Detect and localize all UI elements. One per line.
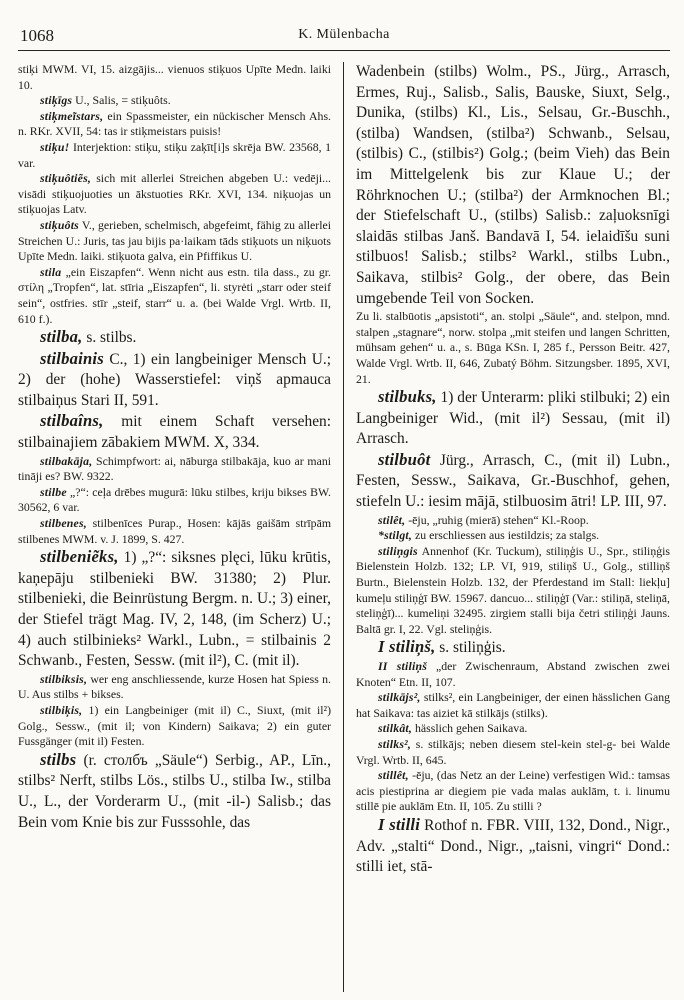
page-number: 1068 (20, 26, 54, 45)
running-head: K. Mülenbacha (298, 27, 390, 42)
entry-definition: wer eng anschliessende, kurze Hosen hat Spiess n. U. Aus stilbs + bikses. (18, 671, 331, 702)
two-column-body (18, 62, 670, 992)
entry-headword: stilks², (378, 736, 411, 751)
entry-definition: zu erschliessen aus iestildzis; za stalgs. (412, 528, 600, 543)
dictionary-entry (356, 309, 670, 387)
entry-definition: hässlich gehen Saikava. (412, 721, 528, 736)
dictionary-entry (18, 454, 331, 485)
dictionary-entry (356, 513, 670, 529)
entry-definition: „der Zwischenraum, Abstand zwischen zwei Knoten“ Etn. II, 107. (356, 659, 670, 689)
entry-definition: stilbenīces Purap., Hosen: kājās gaišām strīpām stilbenes MWM. v. J. 1899, S. 427. (18, 516, 331, 546)
dictionary-entry (18, 218, 331, 265)
entry-definition: stilks², ein Langbeiniger, der einen hässlichen Gang hat Saikava: tas aiziet kā stilkājs (stilks). (356, 690, 670, 720)
entry-headword: I stiliņš, (378, 637, 436, 657)
entry-headword: stilkājs², (378, 690, 421, 705)
dictionary-entry (18, 109, 331, 140)
entry-headword: stilbs (40, 749, 77, 769)
entry-definition: Rothof n. FBR. VIII, 132, Dond., Nigr., Adv. „stalti“ Dond., Nigr., „taisni, vingri“ Dond.: stilli iet, stā- (356, 816, 670, 876)
dictionary-entry (18, 171, 331, 218)
dictionary-entry (18, 349, 331, 412)
dictionary-entry (18, 750, 331, 833)
dictionary-entry (18, 62, 331, 93)
entry-definition: U., Salis, = stiķuôts. (72, 93, 171, 108)
left-column (18, 62, 344, 992)
entry-definition: 1) „?“: siksnes plęci, lūku krūtis, kaņepāju stilbenieki BW. 31380; 2) Plur. stilbenieki, die Beinrüstung Bergm. n. U.; 3) einer, der Stiefel trägt Mag. IV, 2, 148, (im Scherz) U.; 4) auch stilbinieks² Warkl., Lubn., = stilbainis 2 Schwanb., Festen, Sessw. (mit il²), C. (mit il). (18, 549, 331, 670)
entry-definition: -ēju, „ruhig (mierā) stehen“ Kl.-Roop. (405, 512, 589, 527)
entry-headword: stiķīgs (40, 93, 73, 108)
entry-definition: Jürg., Arrasch, C., (mit il) Lubn., Festen, Sessw., Saikava, Gr.-Buschhof, gehen, stiefeln U.: iesim mājā, stilbuosim ātri! LP. III, 97. (356, 451, 670, 511)
dictionary-entry (18, 411, 331, 453)
dictionary-entry (356, 544, 670, 638)
dictionary-entry (18, 265, 331, 327)
entry-headword: stilba, (40, 327, 83, 347)
dictionary-entry (356, 62, 670, 309)
entry-definition: mit einem Schaft versehen: stilbainajiem zābakiem MWM. X, 334. (18, 413, 331, 452)
dictionary-entry (356, 721, 670, 737)
entry-headword: stiķu! (40, 139, 70, 154)
entry-definition: Interjektion: stiķu, stiķu zaķīt[i]s skrēja BW. 23568, 1 var. (18, 139, 331, 170)
entry-headword: stilbuks, (378, 387, 437, 407)
entry-definition: (r. столбъ „Säule“) Serbig., AP., Līn., stilbs² Nerft, stilbs Lös., stilbs U., stilba Iw., stilba U., L., der Vorderarm U., (mit -il-) Salisb.; das Bein vom Knie bis zur Fusssohle, das (18, 751, 331, 831)
entry-definition: 1) ein Langbeiniger (mit il) C., Siuxt, (mit il²) Golg., Sessw., (mit il; von Kindern) Saikava; 2) ein guter Fussgänger (mit il) Festen. (18, 702, 331, 749)
entry-headword: stilbuôt (378, 449, 431, 469)
entry-definition: C., 1) ein langbeiniger Mensch U.; 2) der (hohe) Wasserstiefel: viņš apmauca stilbaiņus Stari II, 591. (18, 350, 331, 409)
entry-definition: stiķi MWM. VI, 15. aizgājis... vienuos stiķuos Upīte Medn. laiki 10. (18, 62, 331, 92)
dictionary-entry (18, 140, 331, 171)
entry-definition: -ēju, (das Netz an der Leine) verfestigen Wid.: tamsas acis piestiprina ar diegiem pie vada malas auklām, t. i. linumu stillē pie auklām Etn. II, 105. Zu stilli ? (356, 768, 670, 814)
dictionary-entry (356, 690, 670, 721)
entry-headword: stilbeniẽks, (40, 547, 119, 567)
entry-headword: stilbaîns, (40, 411, 104, 431)
entry-headword: stiķuôts (40, 217, 79, 232)
entry-headword: stilbiķis, (40, 702, 83, 717)
entry-definition: 1) der Unterarm: pliki stilbuki; 2) ein Langbeiniger Wid., (mit il²) Sessau, (mit il) Arrasch. (356, 389, 670, 448)
entry-headword: *stilgt, (378, 528, 413, 543)
entry-headword: stilbenes, (40, 516, 87, 531)
dictionary-entry (356, 815, 670, 878)
dictionary-entry (18, 93, 331, 109)
right-column (344, 62, 670, 992)
dictionary-entry (18, 516, 331, 547)
dictionary-entry (356, 450, 670, 513)
entry-definition: V., gerieben, schelmisch, abgefeimt, fähig zu allerlei Streichen U.: Juris, tas jau bijis pa·laikam tāds stiķuots un niķuots Upīte Medn. laiki. stiķuota galva, ein Pfiffikus U. (18, 217, 331, 264)
entry-definition: s. stilkājs; neben diesem stel-kein stel-g- bei Walde Vrgl. Wrtb. II, 645. (356, 736, 670, 767)
dictionary-entry (18, 547, 331, 672)
entry-definition: ein Spassmeister, ein nückischer Mensch Ahs. n. RKr. XVII, 54: tas ir stiķmeistars puisis! (18, 108, 331, 139)
entry-definition: Annenhof (Kr. Tuckum), stiliņģis U., Spr., stiliņģis Bielenstein Holzb. 132; LP. VI, 919, stiliņš U., Golg., stilliņš Burtn., Bielenstein Holzb. 132, der Pferdestand im Stall: liekļu] kumeļu stiliņģī BW. 15967. dancuo... stiliņģī (Var.: stiliņā, steliņā, steliņģī)... kumeliņi 32495. zirgiem stalli bija četri stiliņģi Jauns. Baltā gr. I, 22. Vgl. steliņģis. (356, 543, 670, 636)
entry-definition: „?“: ceļa drēbes mugurā: lūku stilbes, kriju bikses BW. 30562, 6 var. (18, 484, 331, 515)
entry-headword: stilbainis (40, 348, 104, 368)
dictionary-entry (18, 485, 331, 516)
entry-headword: stillêt, (378, 768, 409, 783)
entry-headword: stilbakāja, (40, 453, 93, 468)
entry-definition: Zu li. stalbūotis „apsistoti“, an. stolpi „Säule“, and. stelpon, mnd. stalpen „stagnare“, norw. stolpa „mit steifen und langen Schritten, mühsam gehen“ u. a., s. Būga KSn. I, 285 f., Persson Beitr. 427, Walde Vrgl. Wrtb. II, 646, Zubatý Böhm. Sitzungsber. 1895, XVI, 21. (356, 309, 670, 386)
entry-headword: I stilli (378, 814, 421, 834)
dictionary-entry (356, 659, 670, 690)
entry-headword: stilkât, (378, 721, 413, 736)
dictionary-entry (356, 387, 670, 450)
dictionary-entry (356, 768, 670, 815)
entry-headword: stiķmeĩstars, (40, 108, 104, 123)
entry-definition: sich mit allerlei Streichen abgeben U.: vedēji... visādi stiķuojuoties un ākstuoties RKr. XVI, 134. niķuojas un stiķuojas Latv. (18, 171, 331, 217)
entry-headword: stilbiksis, (40, 671, 88, 686)
dictionary-entry (356, 637, 670, 659)
dictionary-entry (356, 528, 670, 544)
entry-headword: stiliņgis (378, 543, 418, 558)
entry-headword: stilêt, (378, 512, 406, 527)
entry-headword: stila (40, 264, 62, 279)
dictionary-entry (356, 737, 670, 768)
entry-definition: Schimpfwort: ai, nāburga stilbakāja, kuo ar mani tināji es? BW. 9322. (18, 453, 331, 484)
entry-definition: Wadenbein (stilbs) Wolm., PS., Jürg., Arrasch, Ermes, Ruj., Salisb., Salis, Bauske, Siuxt, Selg., Dunika, (stilbs) Kl., Lis., Selsau, Gr.-Buschh., (stilba) Wandsen, (stilba²) Schwanb., Selsau, (stilbis) C., (stilbis²) Golg.; (beim Vieh) das Bein im Mittelgelenk bis zur Klaue U.; der Röhrknochen U.; (stilba²) der Armknochen Bl.; der Stiefelschaft U., (stilbs) Salisb.: zaļuoksnīgi slaidās stilbas Janš. Bandavā I, 54. ielaidīšu suni stilbuos! Salisb.; stilbs² Warkl., stilbs Lubn., Saikava, stilbis² Golg., der obere, das Bein umgebende Teil von Socken. (356, 63, 670, 307)
entry-headword: stiķuôtiẽs, (40, 171, 92, 186)
dictionary-entry (18, 327, 331, 349)
entry-definition: s. stilbs. (82, 329, 137, 347)
dictionary-entry (18, 672, 331, 703)
dictionary-entry (18, 703, 331, 750)
entry-definition: „ein Eiszapfen“. Wenn nicht aus estn. tila dass., zu gr. στίλη „Tropfen“, lat. stīria „Eiszapfen“, li. styrėti „starr oder steif sein“, ostfries. stīr „steif, starr“ u. a. (bei Walde Vrgl. Wrtb. II, 610 f.). (18, 264, 331, 326)
entry-headword: stilbe (40, 484, 67, 499)
entry-definition: s. stiliņģis. (435, 639, 506, 657)
page-header (18, 20, 670, 51)
entry-headword: II stiliņš (378, 659, 427, 673)
